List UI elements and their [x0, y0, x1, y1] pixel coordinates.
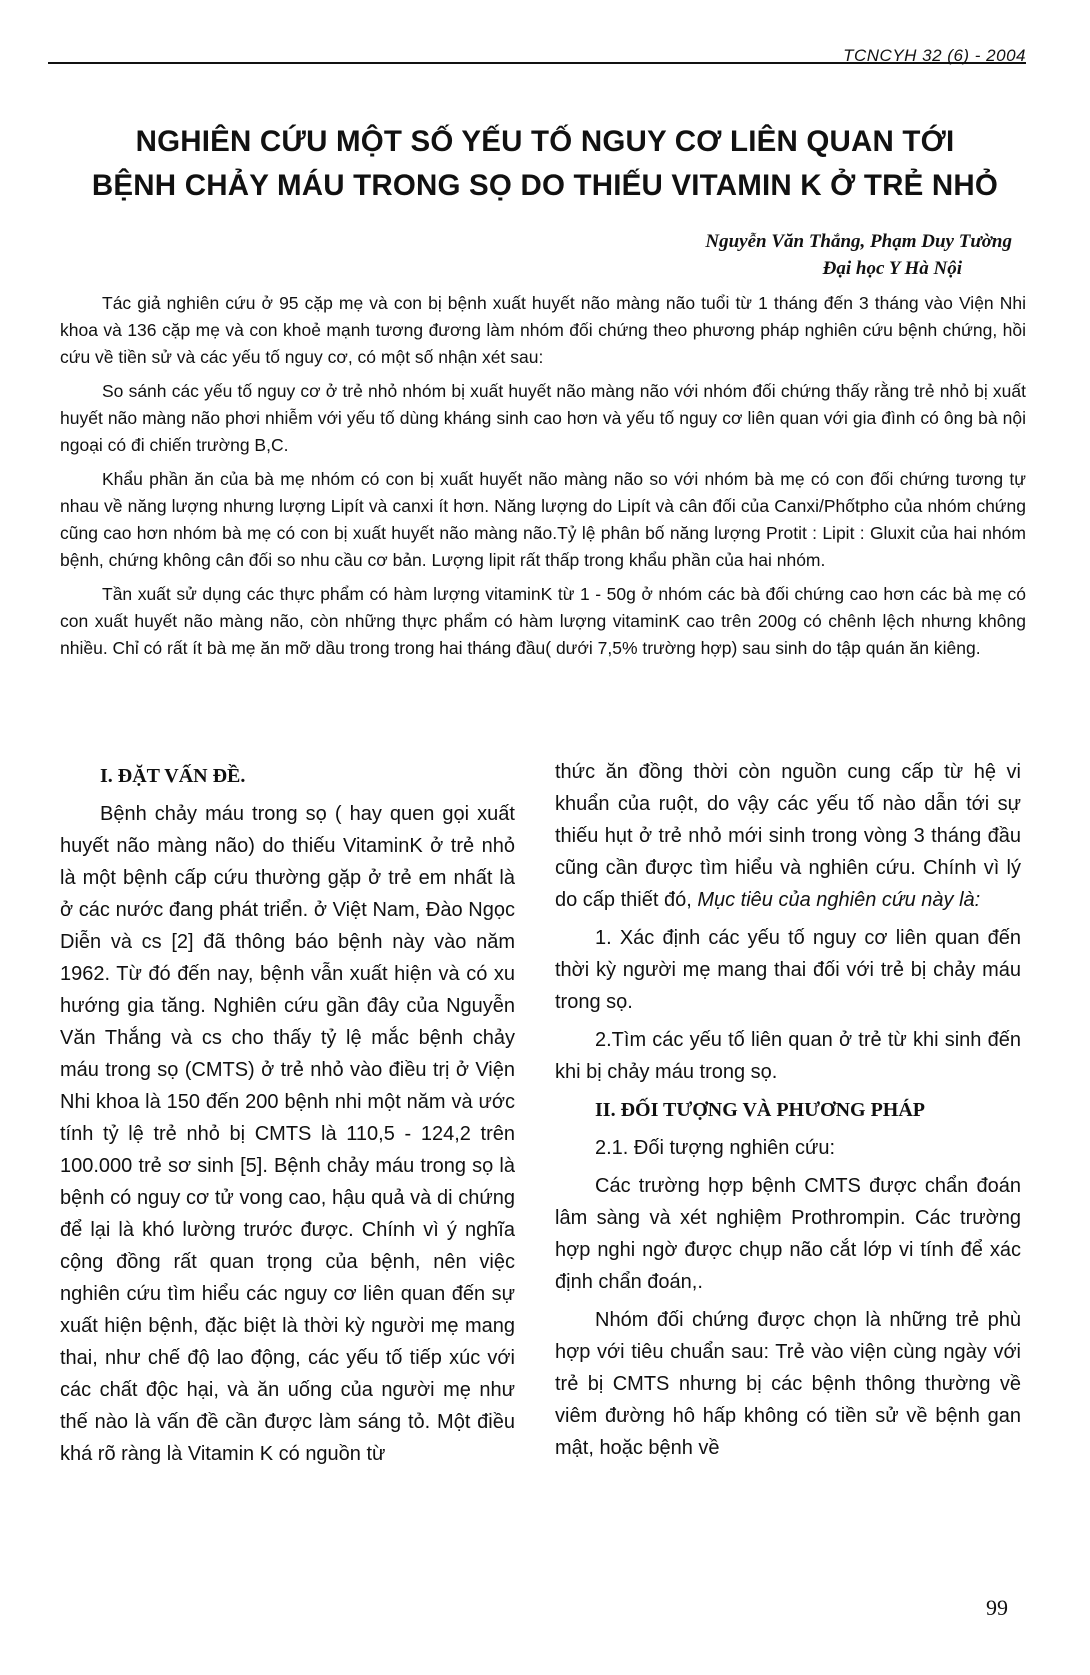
- intro-continuation-text: thức ăn đồng thời còn nguồn cung cấp từ hệ vi khuẩn của ruột, do vậy các yếu tố nào dẫn tới sự thiếu hụt ở trẻ nhỏ mới sinh trong vòng 3 tháng đầu cũng cần được tìm hiểu và nghiên cứu. Chính vì lý do cấp thiết đó,: [555, 761, 1021, 911]
- title-line-2: BỆNH CHẢY MÁU TRONG SỌ DO THIẾU VITAMIN K Ở TRẺ NHỎ: [91, 169, 999, 202]
- author-names: Nguyễn Văn Thắng, Phạm Duy Tường: [705, 231, 1012, 252]
- abstract-paragraph-4: Tần xuất sử dụng các thực phẩm có hàm lượng vitaminK từ 1 - 50g ở nhóm các bà đối chứng cao hơn các bà mẹ có con xuất huyết não màng não, còn những thực phẩm có hàm lượng vitaminK cao trên 200g có chênh lệch nhưng không nhiều. Chỉ có rất ít bà mẹ ăn mỡ dầu trong trong hai tháng đầu( dưới 7,5% trường hợp) sau sinh do tập quán ăn kiêng.: [60, 584, 1026, 658]
- left-column: [60, 760, 515, 1476]
- objective-1: 1. Xác định các yếu tố nguy cơ liên quan đến thời kỳ người mẹ mang thai đối với trẻ bị chảy máu trong sọ.: [555, 927, 1021, 1013]
- abstract: [60, 290, 1026, 669]
- objectives-lead: Mục tiêu của nghiên cứu này là:: [697, 889, 981, 911]
- author-affiliation: Đại học Y Hà Nội: [822, 258, 962, 279]
- journal-reference: TCNCYH 32 (6) - 2004: [843, 46, 1026, 65]
- abstract-paragraph-2: So sánh các yếu tố nguy cơ ở trẻ nhỏ nhóm bị xuất huyết não màng não với nhóm đối chứng thấy rằng trẻ nhỏ bị xuất huyết não màng não phơi nhiễm với yếu tố dùng kháng sinh cao hơn và yếu tố nguy cơ liên quan với gia đình có ông bà nội ngoại có đi chiến trường B,C.: [60, 381, 1026, 455]
- author-block: [512, 228, 1012, 282]
- intro-continuation: [555, 756, 1021, 916]
- article-title: [48, 120, 1042, 208]
- abstract-paragraph-3: Khẩu phần ăn của bà mẹ nhóm có con bị xuất huyết não màng não so với nhóm bà mẹ có con đối chứng tương tự nhau về năng lượng nhưng lượng Lipít và canxi ít hơn. Năng lượng do Lipít và cân đối của Canxi/Phốtpho của nhóm chứng cũng cao hơn nhóm bà mẹ có con bị xuất huyết não màng não.Tỷ lệ phân bố năng lượng Protit : Lipit : Gluxit của hai nhóm bệnh, chứng không cân đối so nhu cầu cơ bản. Lượng lipit rất thấp trong khẩu phần của hai nhóm.: [60, 469, 1026, 570]
- title-line-1: NGHIÊN CỨU MỘT SỐ YẾU TỐ NGUY CƠ LIÊN QUAN TỚI: [135, 125, 955, 158]
- objective-2: 2.Tìm các yếu tố liên quan ở trẻ từ khi sinh đến khi bị chảy máu trong sọ.: [555, 1029, 1021, 1083]
- subjects-paragraph-2: Nhóm đối chứng được chọn là những trẻ phù hợp với tiêu chuẩn sau: Trẻ vào viện cùng ngày với trẻ bị CMTS nhưng bị các bệnh thông thường về viêm đường hô hấp không có tiền sử về bệnh gan mật, hoặc bệnh về: [555, 1309, 1021, 1459]
- section-heading-methods: II. ĐỐI TƯỢNG VÀ PHƯƠNG PHÁP: [595, 1099, 926, 1121]
- page-number: 99: [986, 1595, 1008, 1620]
- abstract-paragraph-1: Tác giả nghiên cứu ở 95 cặp mẹ và con bị bệnh xuất huyết não màng não tuổi từ 1 tháng đến 3 tháng vào Viện Nhi khoa và 136 cặp mẹ và con khoẻ mạnh tương đương làm nhóm đối chứng theo phương pháp nghiên cứu bệnh chứng, hồi cứu về tiền sử và các yếu tố nguy cơ, có một số nhận xét sau:: [60, 293, 1026, 367]
- subsection-heading-subjects: 2.1. Đối tượng nghiên cứu:: [595, 1137, 836, 1159]
- header-rule: [48, 62, 1026, 64]
- intro-paragraph: Bệnh chảy máu trong sọ ( hay quen gọi xuất huyết não màng não) do thiếu VitaminK ở trẻ nhỏ là một bệnh cấp cứu thường gặp ở trẻ em nhất là ở các nước đang phát triển. ở Việt Nam, Đào Ngọc Diễn và cs [2] đã thông báo bệnh này vào năm 1962. Từ đó đến nay, bệnh vẫn xuất hiện và có xu hướng gia tăng. Nghiên cứu gần đây của Nguyễn Văn Thắng và cs cho thấy tỷ lệ mắc bệnh chảy máu trong sọ (CMTS) ở trẻ nhỏ vào điều trị ở Viện Nhi khoa là 150 đến 200 bệnh nhi một năm và ước tính tỷ lệ trẻ nhỏ bị CMTS là 110,5 - 124,2 trên 100.000 trẻ sơ sinh [5]. Bệnh chảy máu trong sọ là bệnh có nguy cơ tử vong cao, hậu quả và di chứng để lại là khó lường trước được. Chính vì ý nghĩa cộng đồng rất quan trọng của bệnh, nên việc nghiên cứu tìm hiểu các nguy cơ liên quan đến sự xuất hiện bệnh, đặc biệt là thời kỳ người mẹ mang thai, như chế độ lao động, các yếu tố tiếp xúc với các chất độc hại, và ăn uống của người mẹ như thế nào là vấn đề cần được làm sáng tỏ. Một điều khá rõ ràng là Vitamin K có nguồn từ: [60, 803, 515, 1465]
- right-column: [555, 756, 1021, 1470]
- subjects-paragraph-1: Các trường hợp bệnh CMTS được chẩn đoán lâm sàng và xét nghiệm Prothrompin. Các trường hợp nghi ngờ được chụp não cắt lớp vi tính để xác định chẩn đoán,.: [555, 1175, 1021, 1293]
- section-heading-introduction: I. ĐẶT VẤN ĐỀ.: [100, 765, 246, 787]
